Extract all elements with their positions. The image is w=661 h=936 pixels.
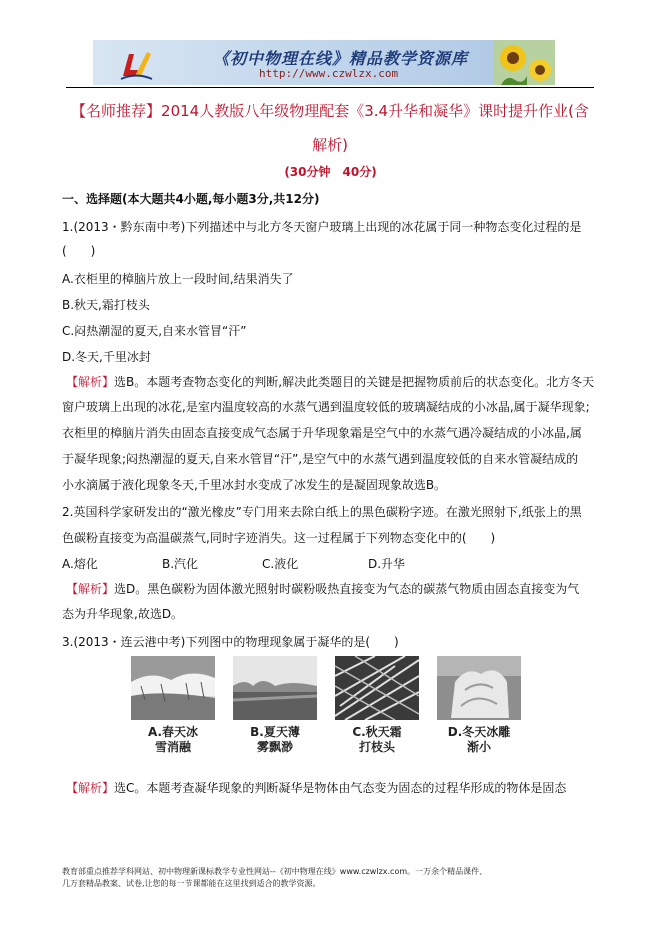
q2-analysis-tag: 【解析】 (66, 582, 115, 596)
q1-stem-paren: ( ) (62, 244, 96, 258)
q3-analysis-tag: 【解析】 (66, 781, 115, 795)
ice-sculpture-photo-icon (437, 656, 521, 720)
site-logo-icon (119, 46, 153, 80)
q1-explanation-line: 小水滴属于液化现象冬天,千里冰封水变成了冰发生的是凝固现象故选B。 (62, 478, 447, 492)
sunflower-icon (493, 40, 555, 85)
page-title: 【名师推荐】2014人教版八年级物理配套《3.4升华和凝华》课时提升作业(含 (71, 102, 589, 120)
time-score-note: (30分钟 40分) (284, 165, 377, 179)
banner-title: 《初中物理在线》精品教学资源库 (213, 49, 469, 68)
foggy-field-photo-icon (233, 656, 317, 720)
q1-option-b: B.秋天,霜打枝头 (62, 298, 150, 312)
q3-figure-b (233, 656, 317, 755)
q3-figure-row (131, 656, 521, 771)
q3-figure-a-caption-2: 雪消融 (154, 740, 191, 754)
q1-analysis-tag: 【解析】 (66, 375, 115, 389)
q3-figure-c-caption-2: 打枝头 (358, 740, 395, 754)
page-title-continued: 解析) (312, 136, 348, 154)
q3-figure-d-caption-2: 渐小 (466, 740, 491, 754)
q1-option-d: D.冬天,千里冰封 (62, 350, 151, 364)
frosted-branches-photo-icon (335, 656, 419, 720)
q2-explanation-text: 选D。黑色碳粉为固体激光照射时碳粉吸热直接变为气态的碳蒸气物质由固态直接变为气 (114, 582, 580, 596)
q1-explanation-line: 窗户玻璃上出现的冰花,是室内温度较高的水蒸气遇到温度较低的玻璃凝结成的小冰晶,属于凝华现象; (62, 400, 590, 414)
q2-option-a: A.熔化 (62, 557, 98, 571)
melting-snow-photo-icon (131, 656, 215, 720)
q3-figure-c-caption-1: C.秋天霜 (352, 725, 402, 739)
q1-explanation-line: 衣柜里的樟脑片消失由固态直接变成气态属于升华现象霜是空气中的水蒸气遇冷凝结成的小冰晶,属 (62, 426, 582, 440)
section-heading: 一、选择题(本大题共4小题,每小题3分,共12分) (62, 192, 320, 206)
q2-explanation-line: 态为升华现象,故选D。 (62, 607, 184, 621)
q3-stem: 3.(2013・连云港中考)下列图中的物理现象属于凝华的是( ) (62, 635, 399, 649)
q2-option-d: D.升华 (368, 557, 406, 571)
q3-explanation-line (66, 779, 566, 796)
header-divider (66, 87, 594, 88)
q3-explanation-text: 选C。本题考查凝华现象的判断凝华是物体由气态变为固态的过程华形成的物体是固态 (114, 781, 567, 795)
q1-option-a: A.衣柜里的樟脑片放上一段时间,结果消失了 (62, 272, 294, 286)
q3-figure-c (335, 656, 419, 755)
q3-figure-d (437, 656, 521, 755)
q1-stem: 1.(2013・黔东南中考)下列描述中与北方冬天窗户玻璃上出现的冰花属于同一种物态变化过程的是 (62, 220, 582, 234)
q2-options (62, 555, 405, 572)
q3-figure-a-caption-1: A.春天冰 (147, 725, 199, 739)
q1-explanation-line: 于凝华现象;闷热潮湿的夏天,自来水管冒“汗”,是空气中的水蒸气遇到温度较低的自来水管凝结成的 (62, 452, 579, 466)
header-banner (93, 40, 555, 85)
q2-stem-continued: 色碳粉直接变为高温碳蒸气,同时字迹消失。这一过程属于下列物态变化中的( ) (62, 531, 496, 545)
footer-line: 教育部重点推荐学科网站、初中物理新课标教学专业性网站--《初中物理在线》www.czwlzx.com。一万余个精品课件、 (62, 867, 488, 876)
q1-option-c: C.闷热潮湿的夏天,自来水管冒“汗” (62, 324, 247, 338)
q2-explanation-line (66, 580, 579, 597)
q3-figure-a (131, 656, 215, 755)
q2-option-b: B.汽化 (162, 557, 199, 571)
footer-line: 几万套精品教案、试卷,让您的每一节课都能在这里找到适合的教学资源。 (62, 879, 321, 888)
q1-explanation-text: 选B。本题考查物态变化的判断,解决此类题目的关键是把握物质前后的状态变化。北方冬天 (114, 375, 595, 389)
q3-figure-d-caption-1: D.冬天冰雕 (447, 725, 511, 739)
q3-figure-b-caption-1: B.夏天薄 (250, 725, 300, 739)
q2-option-c: C.液化 (262, 557, 299, 571)
banner-url: http://www.czwlzx.com (259, 67, 399, 80)
q3-figure-b-caption-2: 雾飘渺 (256, 740, 293, 754)
q1-explanation-line (66, 373, 594, 390)
q2-stem: 2.英国科学家研发出的“激光橡皮”专门用来去除白纸上的黑色碳粉字迹。在激光照射下,纸张上的黑 (62, 505, 582, 519)
